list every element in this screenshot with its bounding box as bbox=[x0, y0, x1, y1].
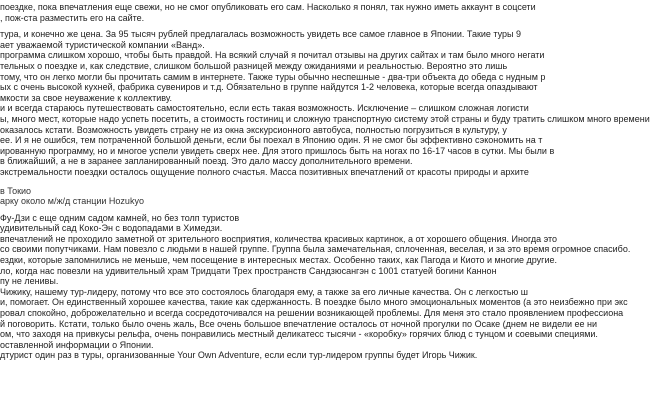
review-line: ее. И я не ошибся, тем потраченной большой деньги, если бы поехал в Японию один. Я не смог бы эффективно сэкономить на т bbox=[0, 135, 543, 146]
review-line: ированную программу, но и многое успели увидеть сверх нее. Для этого пришлось быть на ногах по 16-17 часов в сутки. Мы были в bbox=[0, 145, 555, 156]
detail-line: и, помогает. Он единственный хорошее качества, такие как сдержанность. В поездке было много эмоциональных моментов (а это неизбежно при экс bbox=[0, 297, 628, 308]
review-body bbox=[0, 29, 650, 177]
review-line: тому, что он легко могли бы прочитать самим в интернете. Также туры обычно неспешные - два-три объекта до обеда с нудным р bbox=[0, 71, 546, 82]
intro-line: поездке, пока впечатления еще свежи, но не смог опубликовать его сам. Насколько я понял, так нужно иметь аккаунт в соцсети bbox=[0, 2, 536, 12]
details-body bbox=[0, 212, 631, 361]
review-line: в ближайший, а не в заранее запланированный поезд. Это дало массу дополнительного времени. bbox=[0, 156, 413, 167]
detail-line: удивительный сад Коко-Эн с водопадами в Химедзи. bbox=[0, 223, 223, 234]
detail-line: ездки, которые запомнились не меньше, чем посещение в интересных местах. Особенно таких, как Пагода и Киото и многие другие. bbox=[0, 255, 557, 266]
review-line: программа слишком хорошо, чтобы быть правдой. На всякий случай я почитал отзывы на других сайтах и там было много негати bbox=[0, 50, 545, 61]
review-line: тельных о поездке и, как следствие, слишком большой разницей между ожиданиями и реальностью. Вероятно это лишь bbox=[0, 60, 508, 71]
review-line: оказалось кстати. Возможность увидеть страну не из окна экскурсионного автобуса, полностью погрузиться в культуру, у bbox=[0, 124, 507, 135]
detail-line: со своими попутчиками. Нам повезло с людьми в нашей группе. Группа была замечательная, сплоченная, веселая, и за это время огромное спасибо. bbox=[0, 244, 631, 255]
intro-line: , пож-ста разместить его на сайте. bbox=[0, 12, 145, 23]
section-subtitle: арку около м/ж/д станции Hozukyo bbox=[0, 196, 144, 207]
detail-line: пу не ленивы. bbox=[0, 276, 59, 287]
detail-line: впечатлений не проходило заметной от зрительного восприятия, количества красивых картинок, а от хорошего общения. Иногда это bbox=[0, 233, 558, 244]
intro-block bbox=[0, 2, 536, 23]
review-line: ы, много мест, которые надо успеть посетить, а стоимость гостиниц и сложную транспортную систему этой страны и буду тратить слишком много времени bbox=[0, 113, 650, 124]
review-line: и и всегда стараюсь путешествовать самостоятельно, если есть такая возможность. Исключение – слишком сложная логисти bbox=[0, 103, 529, 114]
detail-line: ровал спокойно, доброжелательно и всегда сосредоточивался на решении возникающей проблемы. Для меня это стало проявлением профессиона bbox=[0, 308, 624, 319]
detail-line: оставленной информации о Японии. bbox=[0, 339, 154, 350]
detail-line: й поговорить. Кстати, только было очень жаль, Все очень большое впечатление осталось от ночной прогулки по Осаке (днем не видели ее ни bbox=[0, 318, 598, 329]
review-line: ых с очень высокой кухней, фабрика сувениров и т.д. Обязательно в группе найдутся 1-2 человека, которые всегда опаздывают bbox=[0, 82, 538, 93]
detail-line: дтурист один раз в туры, организованные Your Own Adventure, если если тур-лидером группы будет Игорь Чижик. bbox=[0, 350, 478, 361]
detail-line: ло, когда нас повезли на удивительный храм Тридцати Трех пространств Сандзюсангэн с 1001 статуей богини Каннон bbox=[0, 265, 497, 276]
review-line: ает уважаемой туристической компании «Ванд». bbox=[0, 39, 205, 50]
review-line: мкости за свое неуважение к коллективу. bbox=[0, 92, 172, 103]
detail-line: Фу-Дзи с еще одним садом камней, но без толп туристов bbox=[0, 212, 240, 223]
review-line: тура, и конечно же цена. За 95 тысяч рублей предлагалась возможность увидеть все самое главное в Японии. Такие туры 9 bbox=[0, 29, 522, 40]
detail-line: Чижику, нашему тур-лидеру, потому что все это состоялось благодаря ему, а также за его личные качества. Он с легкостью ш bbox=[0, 286, 528, 297]
section-title: в Токио bbox=[0, 185, 32, 196]
review-document bbox=[0, 2, 650, 361]
review-line: экстремальности поездки осталось ощущение полного счастья. Масса позитивных впечатлений от красоты природы и архите bbox=[0, 166, 529, 177]
detail-line: ом, что заходя на привкусы рельфа, очень понравились местный деликатесс тысячи - «коробку» горячих блюд с тунцом и соевыми специями. bbox=[0, 329, 598, 340]
section-heading bbox=[0, 186, 400, 207]
